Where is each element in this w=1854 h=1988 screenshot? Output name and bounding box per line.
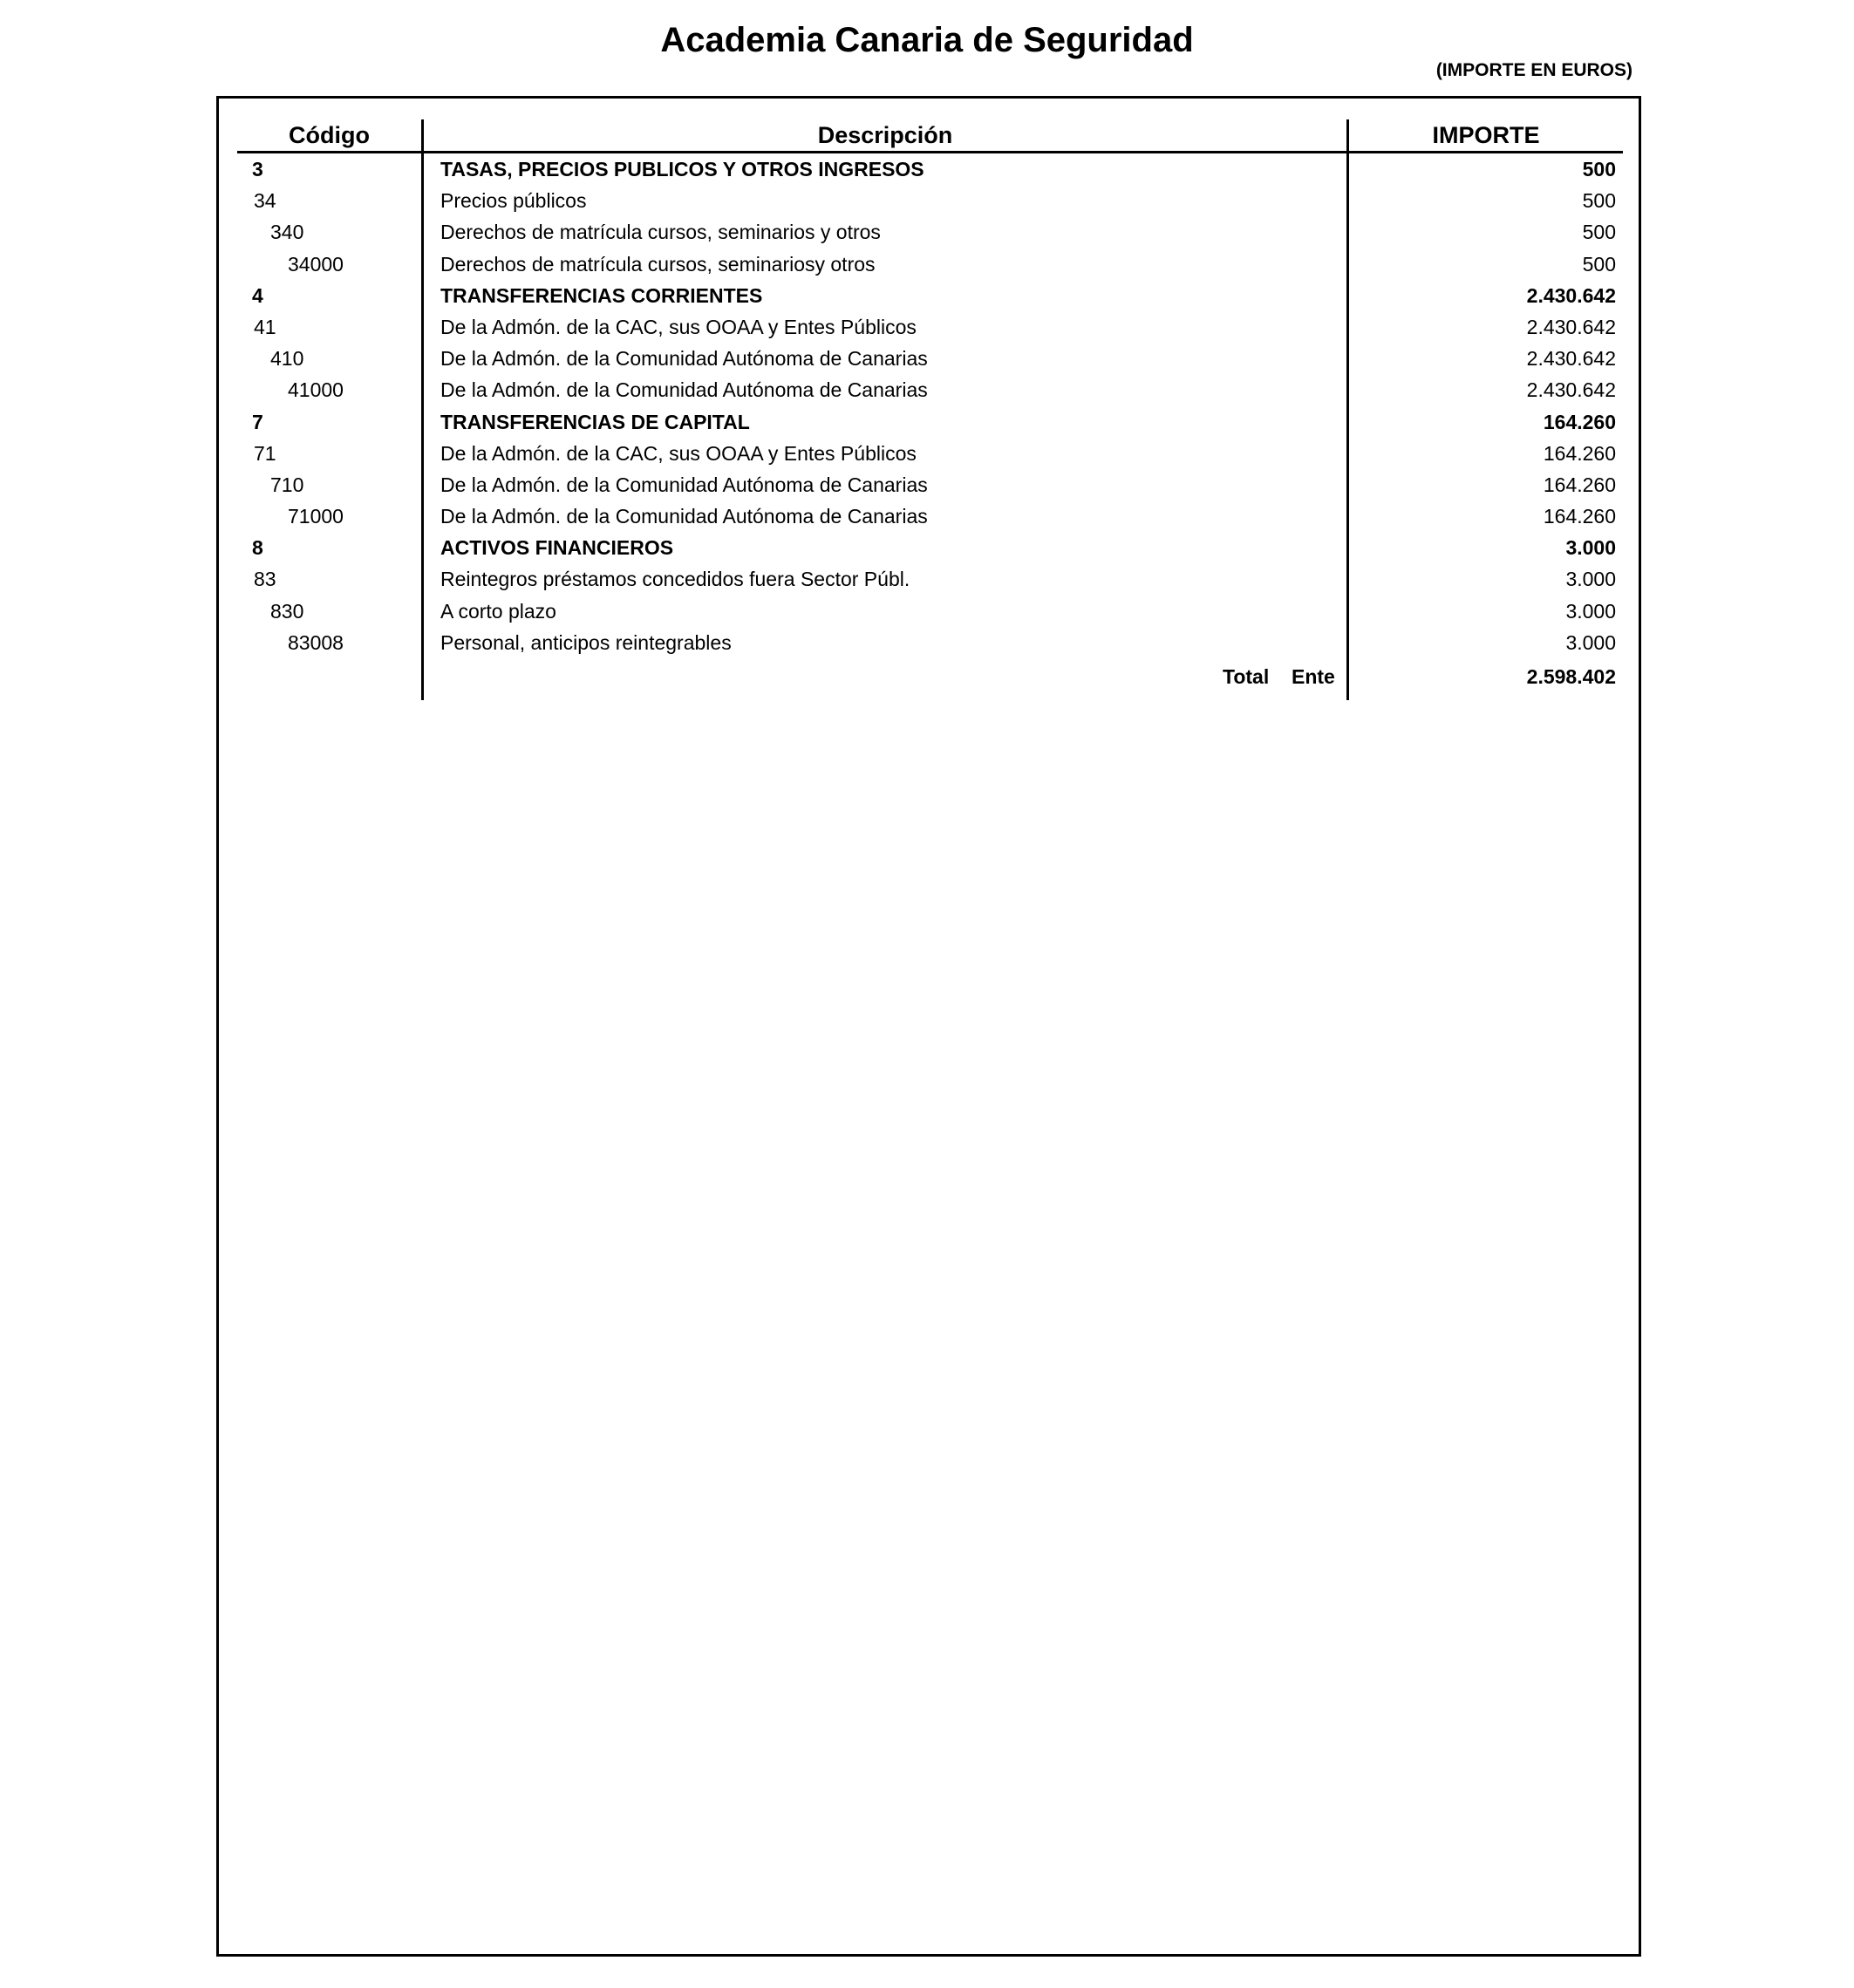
row-amount: 3.000 [1565,630,1616,654]
row-amount: 3.000 [1565,536,1616,560]
row-code: 34000 [288,252,344,276]
row-amount: 500 [1582,252,1616,276]
table-row [0,185,1854,216]
table-row [0,469,1854,500]
row-amount: 500 [1582,189,1616,213]
row-description: TASAS, PRECIOS PUBLICOS Y OTROS INGRESOS [440,158,924,180]
row-amount: 164.260 [1543,473,1616,496]
table-row [0,563,1854,595]
page-title: Academia Canaria de Seguridad [660,21,1194,59]
row-amount: 164.260 [1543,441,1616,465]
row-amount: 2.430.642 [1526,315,1616,338]
row-amount: 500 [1582,158,1616,180]
row-code: 71000 [288,505,344,528]
table-row [0,532,1854,563]
header-code: Código [289,122,370,148]
row-code: 7 [252,410,263,433]
table-row [0,343,1854,374]
row-description: Precios públicos [440,189,587,213]
table-row [0,627,1854,658]
row-amount: 2.430.642 [1526,283,1616,307]
table-row [0,406,1854,438]
table-row [0,311,1854,343]
row-amount: 164.260 [1543,410,1616,433]
table-row [0,248,1854,280]
row-code: 340 [270,221,304,244]
row-amount: 3.000 [1565,568,1616,591]
row-code: 41 [254,315,276,338]
total-entity-label: Ente [1292,665,1335,688]
row-description: De la Admón. de la Comunidad Autónoma de Canarias [440,347,928,371]
row-description: De la Admón. de la Comunidad Autónoma de Canarias [440,473,928,496]
row-code: 83008 [288,630,344,654]
row-description: Personal, anticipos reintegrables [440,630,732,654]
row-amount: 164.260 [1543,505,1616,528]
header-description: Descripción [817,122,953,148]
total-amount: 2.598.402 [1526,665,1616,688]
row-code: 34 [254,189,276,213]
row-description: ACTIVOS FINANCIEROS [440,536,674,560]
row-description: De la Admón. de la CAC, sus OOAA y Entes Públicos [440,315,917,338]
table-row [0,596,1854,627]
row-description: Reintegros préstamos concedidos fuera Sector Públ. [440,568,910,591]
row-description: Derechos de matrícula cursos, seminariosy otros [440,252,876,276]
table-row [0,500,1854,532]
row-amount: 3.000 [1565,599,1616,623]
table-row [0,438,1854,469]
row-amount: 2.430.642 [1526,378,1616,402]
row-description: TRANSFERENCIAS CORRIENTES [440,283,763,307]
row-code: 3 [252,158,263,180]
row-code: 410 [270,347,304,371]
row-code: 710 [270,473,304,496]
row-description: De la Admón. de la CAC, sus OOAA y Entes Públicos [440,441,917,465]
row-code: 83 [254,568,276,591]
table-row [0,280,1854,311]
row-description: De la Admón. de la Comunidad Autónoma de Canarias [440,378,928,402]
row-code: 41000 [288,378,344,402]
row-description: De la Admón. de la Comunidad Autónoma de Canarias [440,505,928,528]
header-amount: IMPORTE [1432,122,1540,148]
row-amount: 500 [1582,221,1616,244]
table-row [0,153,1854,185]
total-label: Total [1223,665,1270,688]
table-body [0,153,1854,658]
row-code: 4 [252,283,263,307]
row-description: Derechos de matrícula cursos, seminarios y otros [440,221,881,244]
row-code: 830 [270,599,304,623]
row-code: 8 [252,536,263,560]
table-row [0,216,1854,248]
table-row [0,374,1854,405]
row-amount: 2.430.642 [1526,347,1616,371]
row-description: A corto plazo [440,599,556,623]
row-description: TRANSFERENCIAS DE CAPITAL [440,410,750,433]
row-code: 71 [254,441,276,465]
currency-unit-note: (IMPORTE EN EUROS) [1435,60,1632,80]
